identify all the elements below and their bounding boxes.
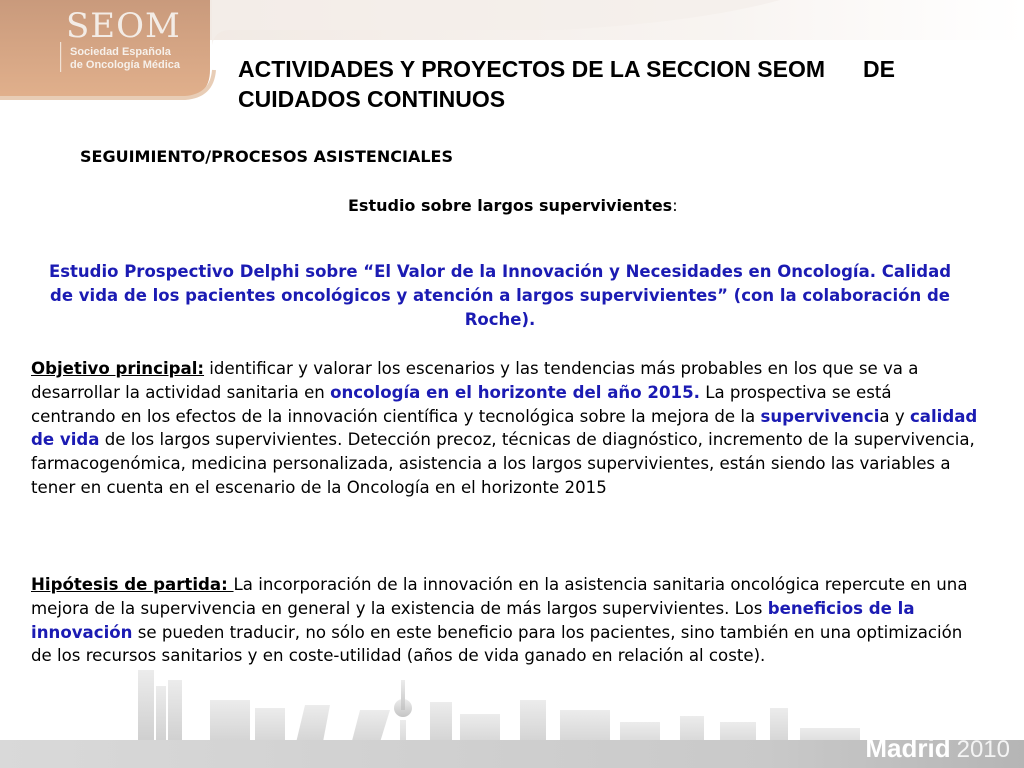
logo-subtitle-line1: Sociedad Española <box>70 46 171 58</box>
logo-wordmark: SEOM <box>66 6 181 46</box>
objective-text-1: identificar y valorar los escenarios y las tendencias más probables en los que se va a desarrollar la actividad sanitaria en <box>31 359 919 402</box>
section-heading: SEGUIMIENTO/PROCESOS ASISTENCIALES <box>80 147 453 166</box>
objective-highlight-3: calidad de vida <box>31 406 978 450</box>
hypothesis-label: Hipótesis de partida: <box>31 575 234 594</box>
title-part2: DE <box>863 56 895 82</box>
logo-subtitle-line2: de Oncología Médica <box>70 59 181 71</box>
event-city: Madrid <box>865 733 951 763</box>
title-line2: CUIDADOS CONTINUOS <box>238 86 506 112</box>
study-title: Estudio Prospectivo Delphi sobre “El Valor de la Innovación y Necesidades en Oncología. Calidad de vida de los pacientes oncológicos y atención a largos supervivientes” (con la colaboración de Roche). <box>48 262 952 329</box>
event-badge <box>865 733 1010 764</box>
seom-logo <box>0 0 205 100</box>
subheading-colon: : <box>672 196 678 215</box>
hypothesis-highlight-1: beneficios de la innovación <box>31 598 915 642</box>
objective-text-4: de los largos supervivientes. Detección precoz, técnicas de diagnóstico, incremento de la supervivencia, farmacogenómica, medicina personalizada, asistencia a los largos supervivientes, están siendo las variables a tener en cuenta en el escenario de la Oncología en el horizonte 2015 <box>31 430 975 497</box>
subheading-text: Estudio sobre largos supervivientes <box>348 196 673 215</box>
objective-highlight-2: supervivenci <box>760 406 880 426</box>
hypothesis-text-2: se pueden traducir, no sólo en este beneficio para los pacientes, sino también en una optimización de los recursos sanitarios y en coste-utilidad (años de vida ganado en relación al coste). <box>31 622 963 666</box>
hypothesis-text-1: La incorporación de la innovación en la asistencia sanitaria oncológica repercute en una mejora de la supervivencia en general y la existencia de más largos supervivientes. Los <box>31 575 968 618</box>
title-part1: ACTIVIDADES Y PROYECTOS DE LA SECCION SEOM <box>238 56 826 82</box>
objective-highlight-1: oncología en el horizonte del año 2015. <box>330 382 700 402</box>
subheading <box>348 196 678 215</box>
objective-label: Objetivo principal: <box>31 359 205 378</box>
objective-paragraph <box>31 357 981 500</box>
slide-title <box>238 54 978 114</box>
objective-text-2: La prospectiva se está centrando en los efectos de la innovación científica y tecnológica sobre la mejora de la <box>31 382 892 426</box>
objective-text-3: a y <box>879 406 910 426</box>
event-year: 2010 <box>956 736 1010 763</box>
logo-subtitle <box>70 46 200 72</box>
